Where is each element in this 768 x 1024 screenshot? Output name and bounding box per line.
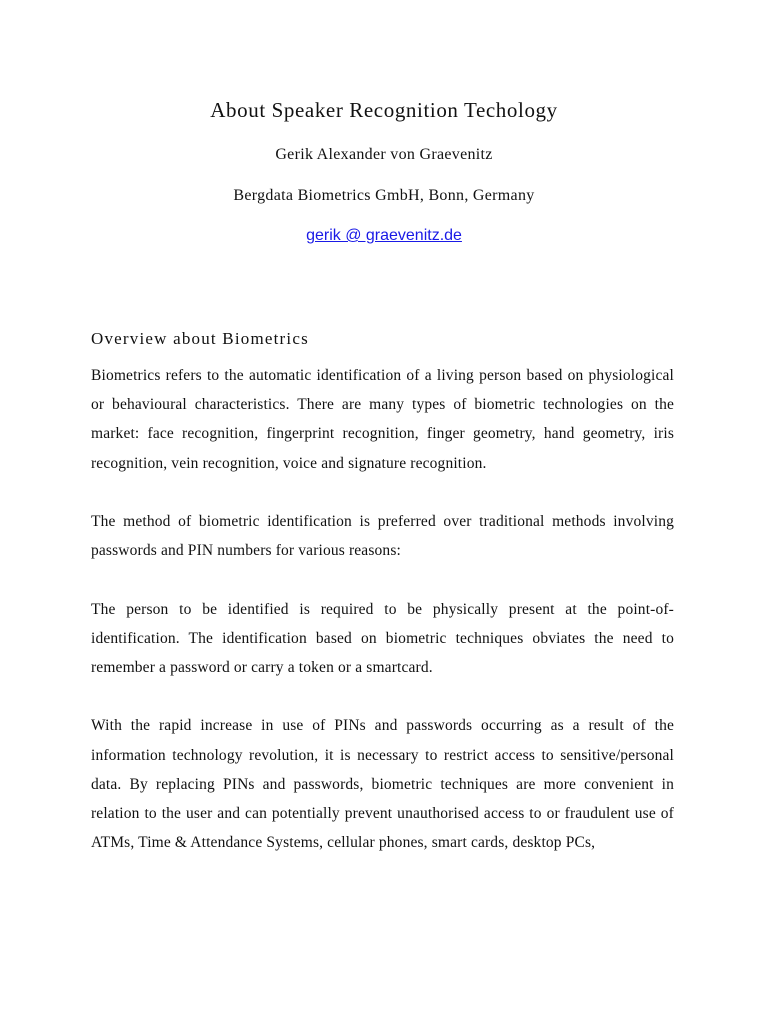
paragraph: The method of biometric identification is preferred over traditional methods involving passwords and PIN numbers for various reasons: (91, 513, 674, 560)
author-affiliation: Bergdata Biometrics GmbH, Bonn, Germany (233, 187, 535, 204)
paragraph: With the rapid increase in use of PINs and passwords occurring as a result of the information technology revolution, it is necessary to restrict access to sensitive/personal data. By replacing PINs and passwords, biometric techniques are more convenient in relation to the user and can potentially prevent unauthorised access to or fraudulent use of ATMs, Time & Attendance Systems, cellular phones, smart cards, desktop PCs, (91, 717, 674, 852)
email-link[interactable]: gerik @ graevenitz.de (306, 227, 462, 244)
section-heading: Overview about Biometrics (91, 329, 309, 348)
document-title: About Speaker Recognition Techology (210, 98, 558, 122)
body-text (91, 361, 674, 887)
author-email (0, 225, 768, 247)
paragraph: The person to be identified is required to be physically present at the point-of-identification. The identification based on biometric techniques obviates the need to remember a password or carry a token or a smartcard. (91, 600, 674, 676)
author-name: Gerik Alexander von Graevenitz (275, 146, 493, 163)
paragraph: Biometrics refers to the automatic identification of a living person based on physiological or behavioural characteristics. There are many types of biometric technologies on the market: face recognition, fingerprint recognition, finger geometry, hand geometry, iris recognition, vein recognition, voice and signature recognition. (91, 367, 674, 472)
